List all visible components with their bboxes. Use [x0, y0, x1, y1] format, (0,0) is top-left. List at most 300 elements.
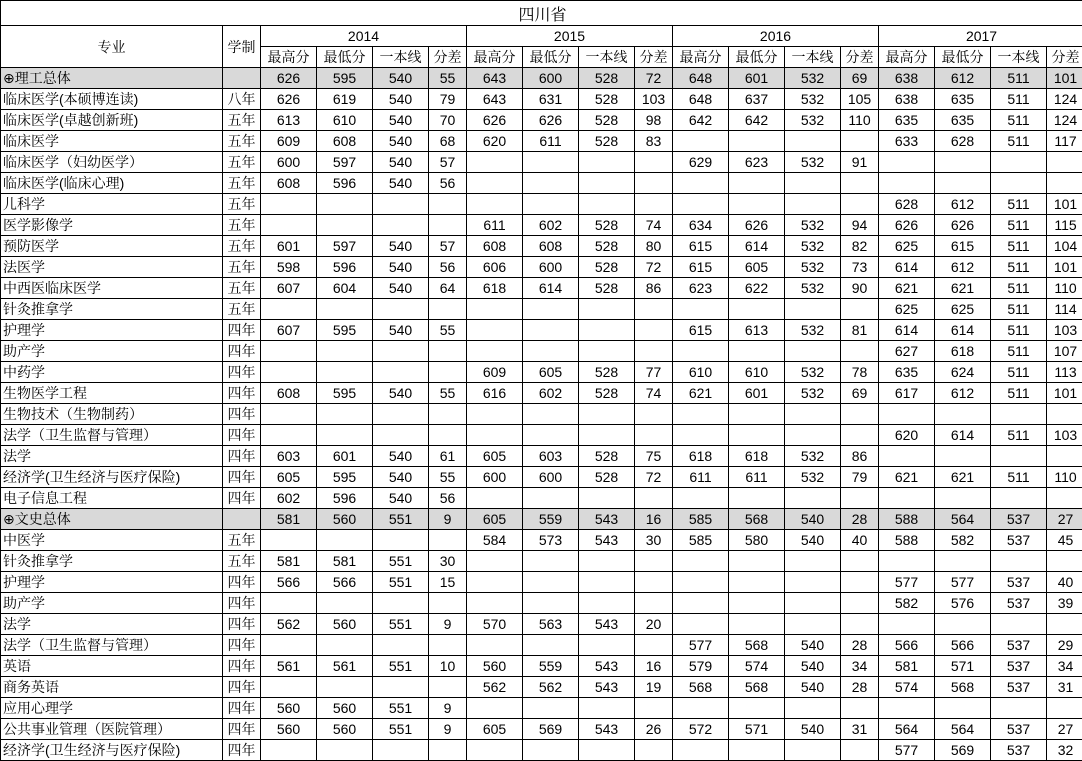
- min-score-cell: 580: [729, 530, 785, 551]
- year-header-2017: 2017: [879, 26, 1082, 47]
- tier1-line-cell: 511: [991, 341, 1047, 362]
- max-score-cell: 562: [467, 677, 523, 698]
- tier1-line-cell: 537: [991, 719, 1047, 740]
- max-score-cell: 629: [673, 152, 729, 173]
- max-score-cell: 614: [879, 257, 935, 278]
- min-score-cell: 560: [317, 509, 373, 530]
- major-name-cell: 法学: [1, 614, 223, 635]
- max-score-cell: 635: [879, 362, 935, 383]
- tier1-line-cell: 528: [579, 278, 635, 299]
- score-gap-cell: [635, 299, 673, 320]
- score-gap-cell: 110: [841, 110, 879, 131]
- min-score-cell: [317, 362, 373, 383]
- major-name-cell: 中西医临床医学: [1, 278, 223, 299]
- tier1-line-cell: 543: [579, 677, 635, 698]
- score-gap-cell: 30: [429, 551, 467, 572]
- score-gap-cell: 55: [429, 68, 467, 89]
- max-score-cell: 633: [879, 131, 935, 152]
- score-gap-cell: 103: [1047, 320, 1082, 341]
- major-name-cell: 儿科学: [1, 194, 223, 215]
- max-score-cell: 620: [879, 425, 935, 446]
- min-score-cell: [523, 320, 579, 341]
- tier1-line-cell: [785, 194, 841, 215]
- score-gap-cell: 40: [1047, 572, 1082, 593]
- min-score-cell: 626: [935, 215, 991, 236]
- min-score-cell: [523, 572, 579, 593]
- min-score-cell: 619: [317, 89, 373, 110]
- tier1-line-cell: 540: [785, 677, 841, 698]
- min-score-cell: 603: [523, 446, 579, 467]
- score-gap-cell: [429, 341, 467, 362]
- tier1-line-cell: 540: [373, 131, 429, 152]
- tier1-line-cell: 540: [373, 320, 429, 341]
- score-gap-cell: 74: [635, 215, 673, 236]
- tier1-line-cell: [785, 299, 841, 320]
- min-score-cell: [523, 551, 579, 572]
- table-row: [1, 572, 1082, 593]
- major-name-cell: 法医学: [1, 257, 223, 278]
- tier1-line-cell: 511: [991, 89, 1047, 110]
- tier1-line-cell: [579, 299, 635, 320]
- max-score-cell: 634: [673, 215, 729, 236]
- min-score-cell: [935, 488, 991, 509]
- score-gap-cell: 34: [841, 656, 879, 677]
- tier1-line-cell: 511: [991, 110, 1047, 131]
- table-row: [1, 236, 1082, 257]
- tier1-line-cell: [373, 740, 429, 761]
- score-gap-cell: 90: [841, 278, 879, 299]
- table-row: [1, 635, 1082, 656]
- score-gap-cell: [841, 173, 879, 194]
- min-score-cell: 601: [729, 68, 785, 89]
- max-score-cell: [879, 488, 935, 509]
- min-score-cell: 625: [935, 299, 991, 320]
- max-score-cell: [673, 614, 729, 635]
- score-gap-cell: 39: [1047, 593, 1082, 614]
- score-gap-cell: 29: [1047, 635, 1082, 656]
- score-gap-cell: 69: [841, 68, 879, 89]
- max-score-cell: 618: [467, 278, 523, 299]
- score-gap-cell: [635, 551, 673, 572]
- min-score-cell: 597: [317, 236, 373, 257]
- score-gap-cell: 45: [1047, 530, 1082, 551]
- major-name-cell: 应用心理学: [1, 698, 223, 719]
- tier1-line-cell: [579, 194, 635, 215]
- year-header-2014: 2014: [261, 26, 467, 47]
- score-gap-cell: 72: [635, 467, 673, 488]
- max-score-cell: 610: [673, 362, 729, 383]
- tier1-line-header: 一本线: [991, 47, 1047, 68]
- major-name-cell: 针灸推拿学: [1, 551, 223, 572]
- max-score-cell: 626: [467, 110, 523, 131]
- min-score-cell: [317, 530, 373, 551]
- score-gap-cell: 28: [841, 635, 879, 656]
- max-score-cell: [673, 551, 729, 572]
- score-gap-cell: [841, 404, 879, 425]
- score-gap-cell: 55: [429, 467, 467, 488]
- max-score-cell: 616: [467, 383, 523, 404]
- tier1-line-cell: 532: [785, 89, 841, 110]
- min-score-cell: 600: [523, 68, 579, 89]
- max-score-cell: [467, 593, 523, 614]
- min-score-cell: [317, 740, 373, 761]
- major-name-cell: 生物医学工程: [1, 383, 223, 404]
- min-score-header: 最低分: [317, 47, 373, 68]
- major-name-cell: 临床医学: [1, 131, 223, 152]
- tier1-line-cell: 532: [785, 68, 841, 89]
- score-gap-cell: 86: [841, 446, 879, 467]
- max-score-cell: 568: [673, 677, 729, 698]
- tier1-line-cell: 532: [785, 278, 841, 299]
- tier1-line-cell: [785, 488, 841, 509]
- tier1-line-cell: 532: [785, 320, 841, 341]
- min-score-cell: 628: [935, 131, 991, 152]
- score-gap-cell: 80: [635, 236, 673, 257]
- min-score-cell: 577: [935, 572, 991, 593]
- score-gap-cell: 105: [841, 89, 879, 110]
- duration-cell: 五年: [223, 299, 261, 320]
- min-score-cell: [729, 614, 785, 635]
- max-score-cell: [261, 425, 317, 446]
- score-gap-cell: 79: [429, 89, 467, 110]
- max-score-cell: 626: [879, 215, 935, 236]
- duration-cell: 四年: [223, 425, 261, 446]
- max-score-cell: 564: [879, 719, 935, 740]
- major-name-cell: 英语: [1, 656, 223, 677]
- min-score-cell: 608: [523, 236, 579, 257]
- max-score-cell: [261, 215, 317, 236]
- tier1-line-cell: 532: [785, 446, 841, 467]
- score-gap-cell: 64: [429, 278, 467, 299]
- score-gap-cell: [635, 425, 673, 446]
- tier1-line-cell: [373, 299, 429, 320]
- score-gap-cell: [635, 152, 673, 173]
- tier1-line-cell: 540: [373, 278, 429, 299]
- table-row: [1, 89, 1082, 110]
- max-score-cell: 605: [467, 446, 523, 467]
- duration-cell: 四年: [223, 362, 261, 383]
- max-score-cell: 609: [467, 362, 523, 383]
- score-gap-cell: [635, 572, 673, 593]
- max-score-cell: [467, 425, 523, 446]
- score-gap-cell: 101: [1047, 257, 1082, 278]
- duration-cell: 四年: [223, 677, 261, 698]
- major-name-cell: 生物技术（生物制药）: [1, 404, 223, 425]
- min-score-cell: 635: [935, 89, 991, 110]
- major-name-cell: 预防医学: [1, 236, 223, 257]
- tier1-line-cell: [785, 425, 841, 446]
- tier1-line-cell: 511: [991, 425, 1047, 446]
- min-score-cell: [523, 152, 579, 173]
- tier1-line-cell: 511: [991, 320, 1047, 341]
- min-score-cell: [523, 740, 579, 761]
- max-score-cell: 574: [879, 677, 935, 698]
- tier1-line-cell: 551: [373, 656, 429, 677]
- major-name-cell: 电子信息工程: [1, 488, 223, 509]
- tier1-line-cell: 528: [579, 110, 635, 131]
- tier1-line-cell: 511: [991, 467, 1047, 488]
- table-row: [1, 488, 1082, 509]
- major-name-cell: 临床医学（妇幼医学）: [1, 152, 223, 173]
- score-gap-cell: 27: [1047, 719, 1082, 740]
- min-score-cell: [523, 698, 579, 719]
- total-row: [1, 509, 1082, 530]
- min-score-cell: 595: [317, 320, 373, 341]
- tier1-line-cell: 528: [579, 215, 635, 236]
- max-score-cell: [879, 404, 935, 425]
- max-score-cell: [261, 593, 317, 614]
- min-score-cell: 613: [729, 320, 785, 341]
- score-gap-cell: 115: [1047, 215, 1082, 236]
- duration-cell: 四年: [223, 446, 261, 467]
- score-gap-cell: 82: [841, 236, 879, 257]
- min-score-cell: 601: [729, 383, 785, 404]
- min-score-cell: [317, 215, 373, 236]
- tier1-line-cell: 540: [785, 530, 841, 551]
- min-score-cell: 574: [729, 656, 785, 677]
- max-score-cell: 588: [879, 509, 935, 530]
- score-gap-cell: 19: [635, 677, 673, 698]
- tier1-line-cell: 537: [991, 530, 1047, 551]
- min-score-cell: [317, 341, 373, 362]
- min-score-cell: [523, 194, 579, 215]
- min-score-cell: 571: [729, 719, 785, 740]
- score-gap-cell: [841, 194, 879, 215]
- min-score-cell: 618: [935, 341, 991, 362]
- max-score-cell: 628: [879, 194, 935, 215]
- min-score-cell: [729, 131, 785, 152]
- max-score-cell: 626: [261, 68, 317, 89]
- tier1-line-cell: [579, 320, 635, 341]
- min-score-cell: [523, 593, 579, 614]
- max-score-cell: 579: [673, 656, 729, 677]
- min-score-cell: 576: [935, 593, 991, 614]
- tier1-line-cell: [579, 404, 635, 425]
- max-score-cell: [261, 635, 317, 656]
- max-score-cell: 588: [879, 530, 935, 551]
- table-row: [1, 719, 1082, 740]
- table-row: [1, 656, 1082, 677]
- max-score-cell: [879, 152, 935, 173]
- min-score-cell: 612: [935, 383, 991, 404]
- min-score-cell: 618: [729, 446, 785, 467]
- max-score-cell: 566: [879, 635, 935, 656]
- tier1-line-cell: [785, 341, 841, 362]
- tier1-line-cell: 551: [373, 719, 429, 740]
- score-gap-cell: 91: [841, 152, 879, 173]
- min-score-cell: [317, 677, 373, 698]
- duration-header: 学制: [223, 26, 261, 68]
- max-score-cell: 625: [879, 299, 935, 320]
- tier1-line-cell: [373, 593, 429, 614]
- max-score-cell: [467, 194, 523, 215]
- max-score-cell: 601: [261, 236, 317, 257]
- min-score-cell: 568: [729, 509, 785, 530]
- score-gap-cell: 32: [1047, 740, 1082, 761]
- max-score-header: 最高分: [673, 47, 729, 68]
- max-score-cell: [673, 740, 729, 761]
- max-score-cell: 620: [467, 131, 523, 152]
- tier1-line-cell: [579, 488, 635, 509]
- score-gap-cell: [1047, 551, 1082, 572]
- min-score-cell: 604: [317, 278, 373, 299]
- score-gap-cell: [429, 740, 467, 761]
- score-gap-cell: [841, 341, 879, 362]
- duration-cell: 四年: [223, 740, 261, 761]
- table-row: [1, 173, 1082, 194]
- max-score-cell: 609: [261, 131, 317, 152]
- min-score-cell: [935, 446, 991, 467]
- max-score-cell: 615: [673, 236, 729, 257]
- score-gap-cell: [429, 593, 467, 614]
- tier1-line-cell: 543: [579, 530, 635, 551]
- min-score-cell: [935, 551, 991, 572]
- min-score-cell: 559: [523, 656, 579, 677]
- max-score-cell: 577: [673, 635, 729, 656]
- min-score-cell: 624: [935, 362, 991, 383]
- score-gap-cell: [1047, 446, 1082, 467]
- score-gap-header: 分差: [429, 47, 467, 68]
- tier1-line-cell: 551: [373, 551, 429, 572]
- score-gap-cell: [635, 488, 673, 509]
- tier1-line-cell: [373, 404, 429, 425]
- score-gap-cell: [1047, 173, 1082, 194]
- score-gap-cell: 16: [635, 656, 673, 677]
- min-score-cell: 623: [729, 152, 785, 173]
- min-score-cell: 600: [523, 467, 579, 488]
- max-score-cell: [879, 698, 935, 719]
- max-score-cell: [467, 698, 523, 719]
- min-score-cell: 642: [729, 110, 785, 131]
- tier1-line-cell: [991, 488, 1047, 509]
- max-score-cell: 577: [879, 740, 935, 761]
- max-score-cell: 577: [879, 572, 935, 593]
- tier1-line-cell: 540: [373, 467, 429, 488]
- max-score-cell: 618: [673, 446, 729, 467]
- tier1-line-cell: 511: [991, 362, 1047, 383]
- major-name-cell: ⊕文史总体: [1, 509, 223, 530]
- tier1-line-cell: [579, 341, 635, 362]
- tier1-line-cell: 528: [579, 89, 635, 110]
- table-row: [1, 551, 1082, 572]
- tier1-line-cell: [579, 173, 635, 194]
- max-score-cell: 585: [673, 509, 729, 530]
- min-score-cell: [729, 299, 785, 320]
- duration-cell: 四年: [223, 320, 261, 341]
- max-score-cell: 648: [673, 89, 729, 110]
- max-score-cell: 615: [673, 320, 729, 341]
- tier1-line-cell: 532: [785, 110, 841, 131]
- major-name-cell: 护理学: [1, 320, 223, 341]
- min-score-cell: 573: [523, 530, 579, 551]
- score-gap-cell: 34: [1047, 656, 1082, 677]
- tier1-line-cell: 540: [785, 719, 841, 740]
- tier1-line-cell: [579, 152, 635, 173]
- score-gap-cell: 117: [1047, 131, 1082, 152]
- tier1-line-cell: 540: [373, 89, 429, 110]
- table-body: [1, 68, 1082, 761]
- max-score-cell: [673, 194, 729, 215]
- max-score-cell: 572: [673, 719, 729, 740]
- score-gap-cell: 110: [1047, 467, 1082, 488]
- min-score-cell: [729, 698, 785, 719]
- min-score-cell: 610: [317, 110, 373, 131]
- max-score-cell: [467, 572, 523, 593]
- tier1-line-cell: [373, 194, 429, 215]
- tier1-line-cell: 540: [373, 488, 429, 509]
- max-score-cell: 623: [673, 278, 729, 299]
- score-gap-cell: 124: [1047, 110, 1082, 131]
- min-score-cell: 569: [935, 740, 991, 761]
- max-score-cell: 603: [261, 446, 317, 467]
- max-score-cell: 561: [261, 656, 317, 677]
- max-score-cell: 621: [879, 467, 935, 488]
- max-score-cell: 614: [879, 320, 935, 341]
- min-score-cell: 560: [317, 698, 373, 719]
- score-gap-cell: [429, 215, 467, 236]
- min-score-cell: 614: [935, 425, 991, 446]
- score-gap-cell: [841, 551, 879, 572]
- max-score-cell: [467, 320, 523, 341]
- score-gap-header: 分差: [841, 47, 879, 68]
- tier1-line-cell: [785, 131, 841, 152]
- score-gap-cell: 57: [429, 236, 467, 257]
- table-row: [1, 278, 1082, 299]
- max-score-cell: [673, 341, 729, 362]
- min-score-cell: 568: [935, 677, 991, 698]
- tier1-line-cell: 532: [785, 362, 841, 383]
- max-score-cell: 608: [467, 236, 523, 257]
- max-score-cell: 638: [879, 89, 935, 110]
- major-name-cell: 临床医学(临床心理): [1, 173, 223, 194]
- tier1-line-cell: [373, 341, 429, 362]
- min-score-header: 最低分: [729, 47, 785, 68]
- max-score-cell: 638: [879, 68, 935, 89]
- duration-cell: 八年: [223, 89, 261, 110]
- tier1-line-cell: 540: [785, 635, 841, 656]
- max-score-cell: [261, 740, 317, 761]
- tier1-line-cell: 511: [991, 236, 1047, 257]
- tier1-line-cell: 528: [579, 446, 635, 467]
- table-row: [1, 215, 1082, 236]
- tier1-line-cell: 511: [991, 257, 1047, 278]
- max-score-cell: 626: [261, 89, 317, 110]
- score-gap-cell: 40: [841, 530, 879, 551]
- tier1-line-cell: 540: [785, 656, 841, 677]
- tier1-line-cell: [579, 635, 635, 656]
- major-name-cell: 助产学: [1, 341, 223, 362]
- major-name-cell: 公共事业管理（医院管理）: [1, 719, 223, 740]
- major-name-cell: 医学影像学: [1, 215, 223, 236]
- min-score-cell: [729, 173, 785, 194]
- min-score-cell: 566: [317, 572, 373, 593]
- min-score-cell: 571: [935, 656, 991, 677]
- min-score-cell: 612: [935, 257, 991, 278]
- table-row: [1, 131, 1082, 152]
- score-gap-cell: 113: [1047, 362, 1082, 383]
- min-score-cell: [317, 194, 373, 215]
- min-score-cell: 595: [317, 68, 373, 89]
- tier1-line-cell: 537: [991, 593, 1047, 614]
- tier1-line-cell: 528: [579, 383, 635, 404]
- tier1-line-cell: [991, 446, 1047, 467]
- score-gap-cell: 31: [1047, 677, 1082, 698]
- duration-cell: 五年: [223, 278, 261, 299]
- score-gap-cell: 72: [635, 68, 673, 89]
- min-score-cell: 559: [523, 509, 579, 530]
- duration-cell: 五年: [223, 152, 261, 173]
- table-row: [1, 362, 1082, 383]
